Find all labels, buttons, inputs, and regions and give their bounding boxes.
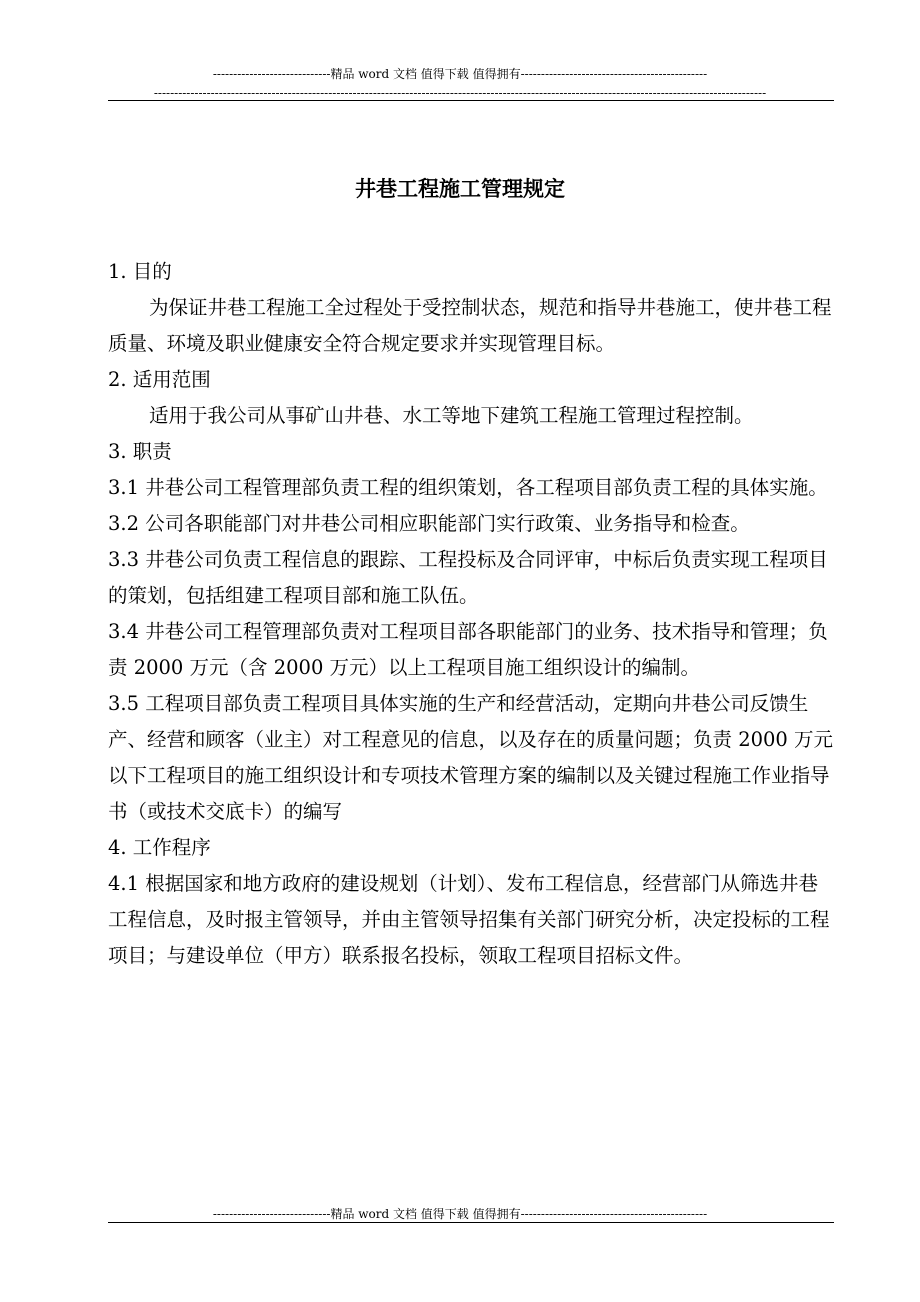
footer-rule [108,1222,834,1223]
paragraph: 为保证井巷工程施工全过程处于受控制状态，规范和指导井巷施工，使井巷工程质量、环境及职业健康安全符合规定要求并实现管理目标。 [108,296,832,355]
clause-3-1: 3.1 井巷公司工程管理部负责工程的组织策划，各工程项目部负责工程的具体实施。 [108,476,828,499]
section-heading-1: 1. 目的 [108,260,172,283]
section-heading-4: 4. 工作程序 [108,836,211,859]
page-header-dashes: ------------------------------------------------------------------------------------------------------------------------------------------------------- [153,86,767,100]
clause-3-4: 3.4 井巷公司工程管理部负责对工程项目部各职能部门的业务、技术指导和管理；负责 2000 万元（含 2000 万元）以上工程项目施工组织设计的编制。 [108,620,828,679]
section-heading-2: 2. 适用范围 [108,368,211,391]
header-rule [108,100,834,101]
paragraph: 适用于我公司从事矿山井巷、水工等地下建筑工程施工管理过程控制。 [149,404,754,427]
clause-3-3: 3.3 井巷公司负责工程信息的跟踪、工程投标及合同评审，中标后负责实现工程项目的策划，包括组建工程项目部和施工队伍。 [108,548,828,607]
page-footer-banner: -----------------------------精品 word 文档 值得下载 值得拥有---------------------------------------------- [212,1207,708,1221]
clause-3-2: 3.2 公司各职能部门对井巷公司相应职能部门实行政策、业务指导和检查。 [108,512,750,535]
document-title: 井巷工程施工管理规定 [355,177,565,201]
section-heading-3: 3. 职责 [108,440,172,463]
document-body [108,254,836,974]
clause-4-1: 4.1 根据国家和地方政府的建设规划（计划）、发布工程信息，经营部门从筛选井巷工程信息，及时报主管领导，并由主管领导招集有关部门研究分析，决定投标的工程项目；与建设单位（甲方）联系报名投标，领取工程项目招标文件。 [108,872,830,967]
clause-3-5: 3.5 工程项目部负责工程项目具体实施的生产和经营活动，定期向井巷公司反馈生产、经营和顾客（业主）对工程意见的信息，以及存在的质量问题；负责 2000 万元以下工程项目的施工组织设计和专项技术管理方案的编制以及关键过程施工作业指导书（或技术交底卡）的编写 [108,692,834,823]
page-header-banner: -----------------------------精品 word 文档 值得下载 值得拥有---------------------------------------------- [212,67,708,81]
